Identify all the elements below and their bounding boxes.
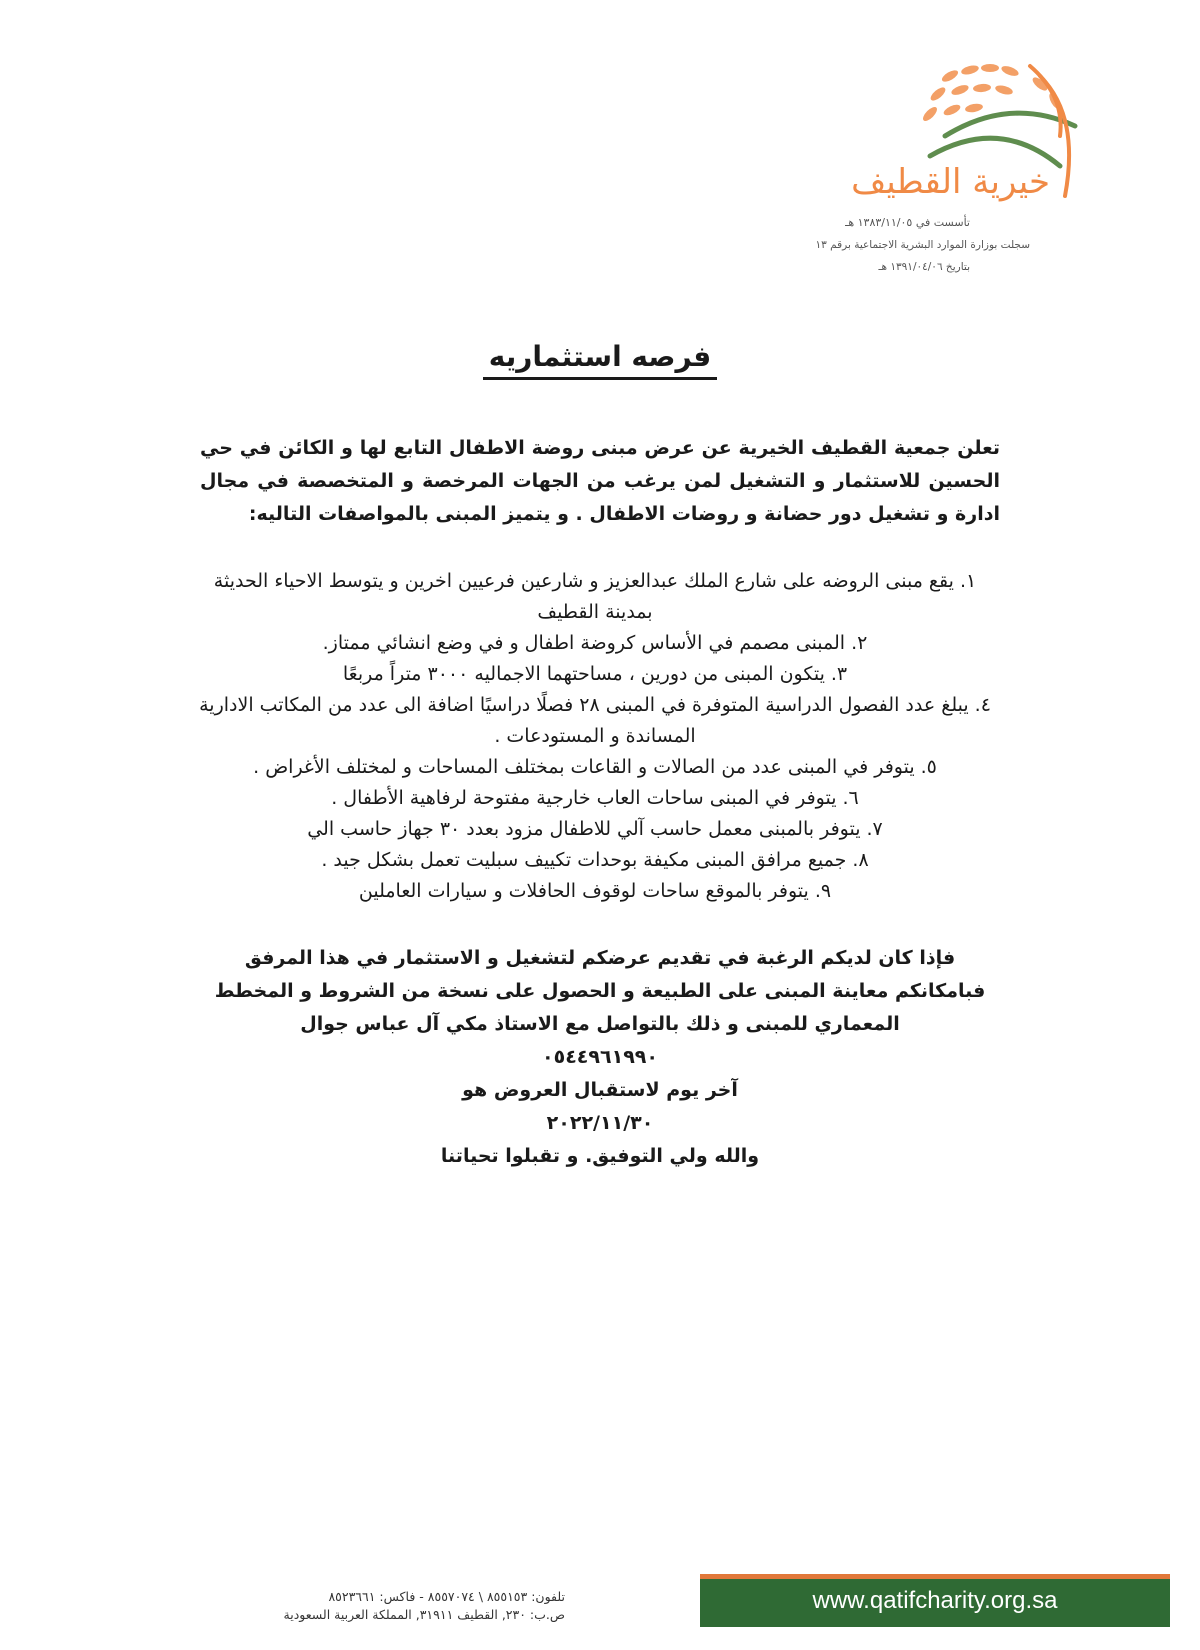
item-text: يتوفر في المبنى ساحات العاب خارجية مفتوحة لرفاهية الأطفال . (331, 787, 837, 809)
registration-number: سجلت بوزارة الموارد البشرية الاجتماعية برقم ١٣ (815, 239, 1030, 251)
item-number: ٤. (974, 694, 991, 716)
footer-contact (205, 1588, 565, 1624)
item-number: ٨. (852, 849, 869, 871)
item-number: ٥. (920, 756, 937, 778)
item-text: يتوفر في المبنى عدد من الصالات و القاعات بمختلف المساحات و لمختلف الأغراض . (253, 756, 915, 778)
list-item (190, 690, 1000, 752)
item-text: يقع مبنى الروضه على شارع الملك عبدالعزيز و شارعين فرعيين اخرين و يتوسط الاحياء الحديثة بمدينة القطيف (213, 570, 954, 623)
registration-info (770, 212, 1030, 278)
closing-paragraph: فإذا كان لديكم الرغبة في تقديم عرضكم لتشغيل و الاستثمار في هذا المرفق فبامكانكم معاينة المبنى على الطبيعة و الحصول على نسخة من الشروط و المخطط المعماري للمبنى و ذلك بالتواصل مع الاستاذ مكي آل عباس جوال (214, 947, 986, 1035)
footer-website-bar (700, 1574, 1170, 1627)
website-link[interactable]: www.qatifcharity.org.sa (812, 1587, 1058, 1614)
registration-date: بتاريخ ١٣٩١/٠٤/٠٦ هـ (878, 261, 970, 273)
item-number: ١. (959, 570, 977, 592)
item-number: ٦. (842, 787, 859, 809)
item-text: المبنى مصمم في الأساس كروضة اطفال و في وضع انشائي ممتاز. (322, 632, 846, 654)
list-item (190, 659, 1000, 690)
list-item (190, 814, 1000, 845)
closing-section (200, 942, 1000, 1173)
list-item (190, 783, 1000, 814)
title-text: فرصه استثماريه (483, 340, 717, 380)
item-text: يتكون المبنى من دورين ، مساحتهما الاجماليه ٣٠٠٠ متراً مربعًا (342, 663, 825, 685)
intro-paragraph: تعلن جمعية القطيف الخيرية عن عرض مبنى روضة الاطفال التابع لها و الكائن في حي الحسين للاستثمار و التشغيل لمن يرغب من الجهات المرخصة و المتخصصة في مجال ادارة و تشغيل دور حضانة و روضات الاطفال . و يتميز المبنى بالمواصفات التاليه: (200, 437, 1000, 525)
item-text: يتوفر بالمبنى معمل حاسب آلي للاطفال مزود بعدد ٣٠ جهاز حاسب الي (307, 818, 861, 840)
list-item (190, 628, 1000, 659)
item-text: يبلغ عدد الفصول الدراسية المتوفرة في المبنى ٢٨ فصلًا دراسيًا اضافة الى عدد من المكاتب الادارية المساندة و المستودعات . (199, 694, 969, 747)
list-item (190, 876, 1000, 907)
item-text: جميع مرافق المبنى مكيفة بوحدات تكييف سبليت تعمل بشكل جيد . (321, 849, 847, 871)
list-item (190, 752, 1000, 783)
item-number: ٢. (851, 632, 868, 654)
item-text: يتوفر بالموقع ساحات لوقوف الحافلات و سيارات العاملين (358, 880, 809, 902)
deadline-label: آخر يوم لاستقبال العروض هو (462, 1079, 738, 1101)
contact-phone: ٠٥٤٤٩٦١٩٩٠ (542, 1046, 658, 1068)
item-number: ٣. (830, 663, 848, 685)
specifications-list (190, 566, 1000, 907)
list-item (190, 566, 1000, 628)
established-date: تأسست في ١٣٨٣/١١/٠٥ هـ (845, 216, 970, 229)
item-number: ٩. (814, 880, 832, 902)
item-number: ٧. (866, 818, 883, 840)
logo-wordmark: خيرية القطيف (851, 162, 1050, 202)
footer-address: ص.ب: ٢٣٠, القطيف ٣١٩١١, المملكة العربية السعودية (283, 1607, 565, 1622)
page-title (0, 340, 1200, 373)
deadline-date: ٢٠٢٢/١١/٣٠ (546, 1112, 654, 1134)
list-item (190, 845, 1000, 876)
signoff: والله ولي التوفيق. و تقبلوا تحياتنا (440, 1145, 760, 1167)
footer-phone: تلفون: ٨٥٥١٥٣ \ ٨٥٥٧٠٧٤ - فاكس: ٨٥٢٣٦٦١ (328, 1589, 565, 1604)
